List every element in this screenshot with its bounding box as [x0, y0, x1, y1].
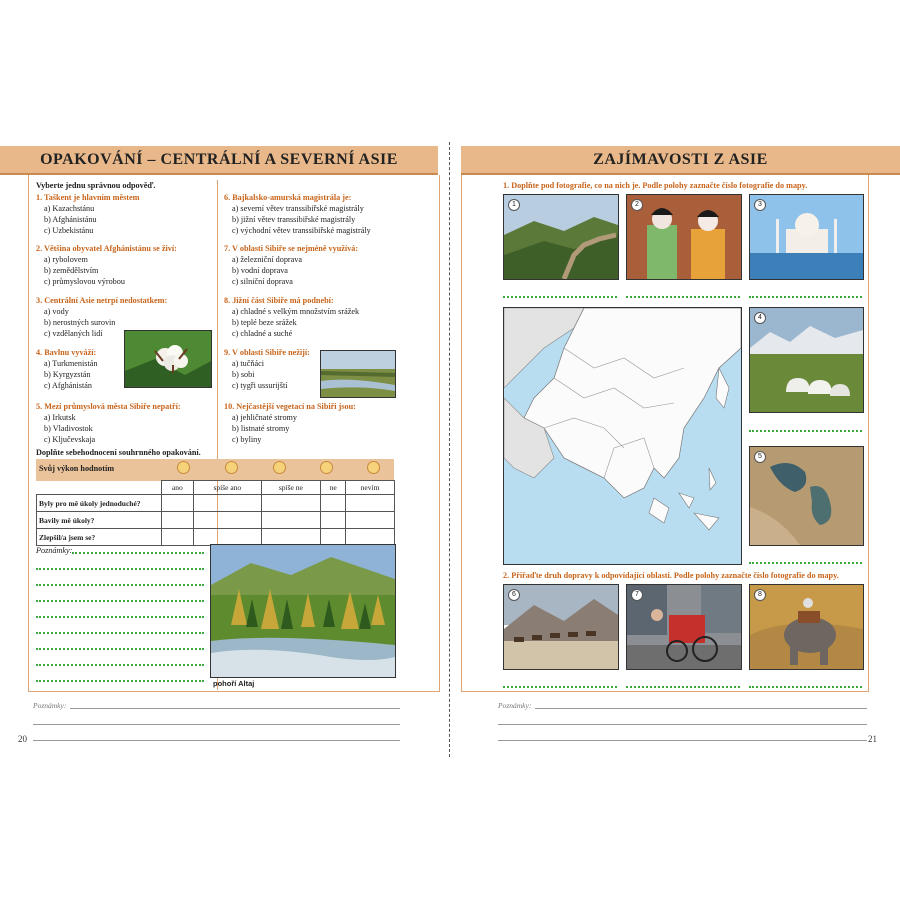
footer-notes-label: Poznámky: [498, 701, 532, 710]
notes-line[interactable] [36, 584, 204, 586]
notes-line[interactable] [36, 600, 204, 602]
column-header: ano [161, 481, 194, 495]
row-label: Bavily mě úkoly? [37, 512, 162, 529]
answer-cell[interactable] [346, 512, 395, 529]
footer-line[interactable] [33, 724, 400, 725]
row-label: Zlepšil/a jsem se? [37, 529, 162, 546]
answer-cell[interactable] [161, 495, 194, 512]
answer-cell[interactable] [346, 529, 395, 546]
footer-line[interactable] [535, 708, 867, 709]
notes-line[interactable] [36, 632, 204, 634]
table-row [37, 512, 395, 529]
answer-line-1[interactable] [503, 296, 617, 298]
answer-cell[interactable] [321, 529, 346, 546]
question-4: 4. Bavlnu vyváží: a) Turkmenistán b) Kyrgyzstán c) Afghánistán [36, 348, 98, 390]
question-9: 9. V oblasti Sibiře nežijí: a) tučňáci b) sobi c) tygři ussurijští [224, 348, 310, 390]
elephant-ride-photo [749, 584, 864, 670]
notes-line[interactable] [36, 616, 204, 618]
question-8: 8. Jižní část Sibiře má podnebí: a) chladné s velkým množstvím srážek b) teplé beze srážek c) chladné a suché [224, 296, 360, 338]
column-header: spíše ano [194, 481, 261, 495]
instruction: Vyberte jednu správnou odpověď. [36, 181, 156, 190]
taj-mahal-photo [749, 194, 864, 280]
notes-line[interactable] [36, 648, 204, 650]
answer-cell[interactable] [161, 512, 194, 529]
photo-caption: pohoří Altaj [213, 679, 255, 688]
question-1: 1. Taškent je hlavním městem a) Kazachstánu b) Afghánistánu c) Uzbekistánu [36, 193, 140, 235]
answer-cell[interactable] [321, 495, 346, 512]
yurt-photo [749, 307, 864, 413]
smiley-sad-icon [320, 461, 333, 479]
footer-notes-label: Poznámky: [33, 701, 67, 710]
question-5: 5. Mezi průmyslová města Sibiře nepatří: a) Irkutsk b) Vladivostok c) Ključevskaja [36, 402, 181, 444]
photo-number-badge: 5 [754, 451, 766, 463]
notes-label: Poznámky: [36, 546, 73, 555]
column-header: spíše ne [261, 481, 321, 495]
photo-number-badge: 8 [754, 589, 766, 601]
smiley-happy-icon [225, 461, 238, 479]
left-page-title: OPAKOVÁNÍ – CENTRÁLNÍ A SEVERNÍ ASIE [0, 146, 438, 175]
evaluation-table [36, 480, 395, 546]
answer-cell[interactable] [261, 529, 321, 546]
page-number: 20 [18, 734, 27, 744]
notes-line[interactable] [36, 568, 204, 570]
answer-line-6[interactable] [503, 686, 617, 688]
answer-line-5[interactable] [749, 562, 862, 564]
cotton-photo [124, 330, 212, 388]
column-header: ne [321, 481, 346, 495]
answer-line-8[interactable] [749, 686, 862, 688]
footer-line[interactable] [70, 708, 400, 709]
great-wall-photo [503, 194, 619, 280]
footer-line[interactable] [498, 740, 867, 741]
table-row [37, 529, 395, 546]
altai-mountains-photo [210, 544, 396, 678]
question-10: 10. Nejčastější vegetací na Sibiři jsou: a) jehličnaté stromy b) listnaté stromy c) byliny [224, 402, 356, 444]
right-page-title: ZAJÍMAVOSTI Z ASIE [461, 146, 900, 175]
evaluation-header: Svůj výkon hodnotím [39, 464, 115, 473]
asia-blank-map[interactable] [503, 307, 742, 565]
answer-cell[interactable] [261, 495, 321, 512]
answer-cell[interactable] [346, 495, 395, 512]
answer-cell[interactable] [194, 529, 261, 546]
task-1-instruction: 1. Doplňte pod fotografie, co na nich je. Podle polohy zaznačte číslo fotografie do mapy. [503, 181, 808, 190]
answer-line-4[interactable] [749, 430, 862, 432]
answer-cell[interactable] [261, 512, 321, 529]
answer-line-3[interactable] [749, 296, 862, 298]
siberia-landscape-photo [320, 350, 396, 398]
photo-number-badge: 4 [754, 312, 766, 324]
page-number: 21 [868, 734, 877, 744]
smiley-very-happy-icon [177, 461, 190, 479]
photo-number-badge: 1 [508, 199, 520, 211]
notes-line[interactable] [36, 664, 204, 666]
camel-caravan-photo [503, 584, 619, 670]
footer-line[interactable] [33, 740, 400, 741]
notes-line[interactable] [36, 680, 204, 682]
footer-line[interactable] [498, 724, 867, 725]
answer-line-7[interactable] [626, 686, 740, 688]
notes-line[interactable] [72, 552, 204, 554]
task-2-instruction: 2. Přiřaďte druh dopravy k odpovídající oblasti. Podle polohy zaznačte číslo fotografie do mapy. [503, 571, 839, 580]
question-3: 3. Centrální Asie netrpí nedostatkem: a) vody b) nerostných surovin c) vzdělaných lidí [36, 296, 168, 338]
evaluation-instruction: Doplňte sebehodnocení souhrnného opakování. [36, 448, 201, 457]
photo-number-badge: 2 [631, 199, 643, 211]
question-6: 6. Bajkalsko-amurská magistrála je: a) severní větev transsibiřské magistrály b) jižní větev transsibiřské magistrály c) východní větev transsibiřské magistrály [224, 193, 371, 235]
question-2: 2. Většina obyvatel Afghánistánu se živí: a) rybolovem b) zemědělstvím c) průmyslovou výrobou [36, 244, 177, 286]
row-label: Byly pro mě úkoly jednoduché? [37, 495, 162, 512]
photo-number-badge: 6 [508, 589, 520, 601]
question-7: 7. V oblasti Sibiře se nejméně využívá: a) železniční doprava b) vodní doprava c) silniční doprava [224, 244, 359, 286]
answer-cell[interactable] [194, 512, 261, 529]
answer-cell[interactable] [321, 512, 346, 529]
page-fold-divider [449, 142, 450, 757]
table-row [37, 495, 395, 512]
geisha-photo [626, 194, 742, 280]
smiley-very-sad-icon [367, 461, 380, 479]
answer-cell[interactable] [161, 529, 194, 546]
column-header: nevím [346, 481, 395, 495]
photo-number-badge: 3 [754, 199, 766, 211]
answer-line-2[interactable] [626, 296, 740, 298]
table-row [37, 481, 395, 495]
rickshaw-photo [626, 584, 742, 670]
photo-number-badge: 7 [631, 589, 643, 601]
aral-sea-satellite-photo [749, 446, 864, 546]
answer-cell[interactable] [194, 495, 261, 512]
smiley-neutral-icon [273, 461, 286, 479]
